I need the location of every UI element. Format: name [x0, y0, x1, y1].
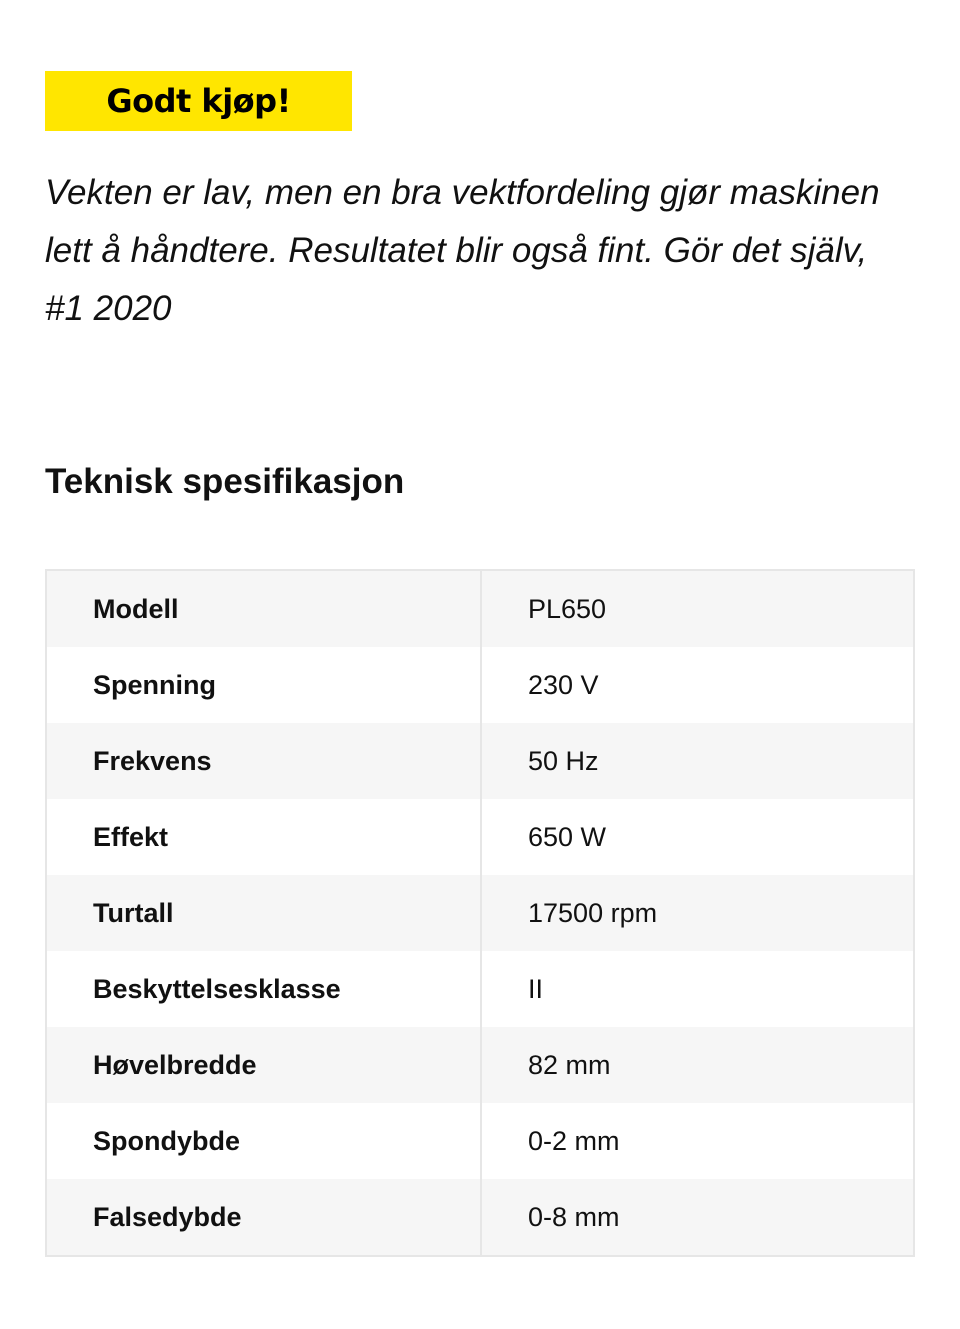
- spec-row-effekt: [46, 799, 914, 875]
- spec-value: II: [481, 951, 914, 1027]
- spec-label: Spondybde: [46, 1103, 481, 1179]
- spec-row-turtall: [46, 875, 914, 951]
- spec-value: 0-8 mm: [481, 1179, 914, 1256]
- spec-row-modell: [46, 570, 914, 647]
- spec-row-beskyttelsesklasse: [46, 951, 914, 1027]
- spec-row-frekvens: [46, 723, 914, 799]
- spec-label: Frekvens: [46, 723, 481, 799]
- spec-label: Turtall: [46, 875, 481, 951]
- spec-value: 82 mm: [481, 1027, 914, 1103]
- spec-value: 650 W: [481, 799, 914, 875]
- spec-value: 230 V: [481, 647, 914, 723]
- spec-label: Modell: [46, 570, 481, 647]
- spec-row-spondybde: [46, 1103, 914, 1179]
- spec-value: 17500 rpm: [481, 875, 914, 951]
- spec-label: Falsedybde: [46, 1179, 481, 1256]
- spec-label: Beskyttelsesklasse: [46, 951, 481, 1027]
- spec-table: [45, 569, 915, 1257]
- best-buy-badge-label: Godt kjøp!: [106, 82, 291, 120]
- spec-label: Effekt: [46, 799, 481, 875]
- spec-value: PL650: [481, 570, 914, 647]
- best-buy-badge: [45, 71, 352, 131]
- spec-row-hovelbredde: [46, 1027, 914, 1103]
- spec-section-title: Teknisk spesifikasjon: [45, 462, 405, 501]
- spec-value: 50 Hz: [481, 723, 914, 799]
- spec-label: Høvelbredde: [46, 1027, 481, 1103]
- spec-value: 0-2 mm: [481, 1103, 914, 1179]
- spec-row-falsedybde: [46, 1179, 914, 1256]
- spec-row-spenning: [46, 647, 914, 723]
- spec-label: Spenning: [46, 647, 481, 723]
- review-quote: Vekten er lav, men en bra vektfordeling gjør maskinen lett å håndtere. Resultatet blir også fint. Gör det själv, #1 2020: [45, 173, 880, 328]
